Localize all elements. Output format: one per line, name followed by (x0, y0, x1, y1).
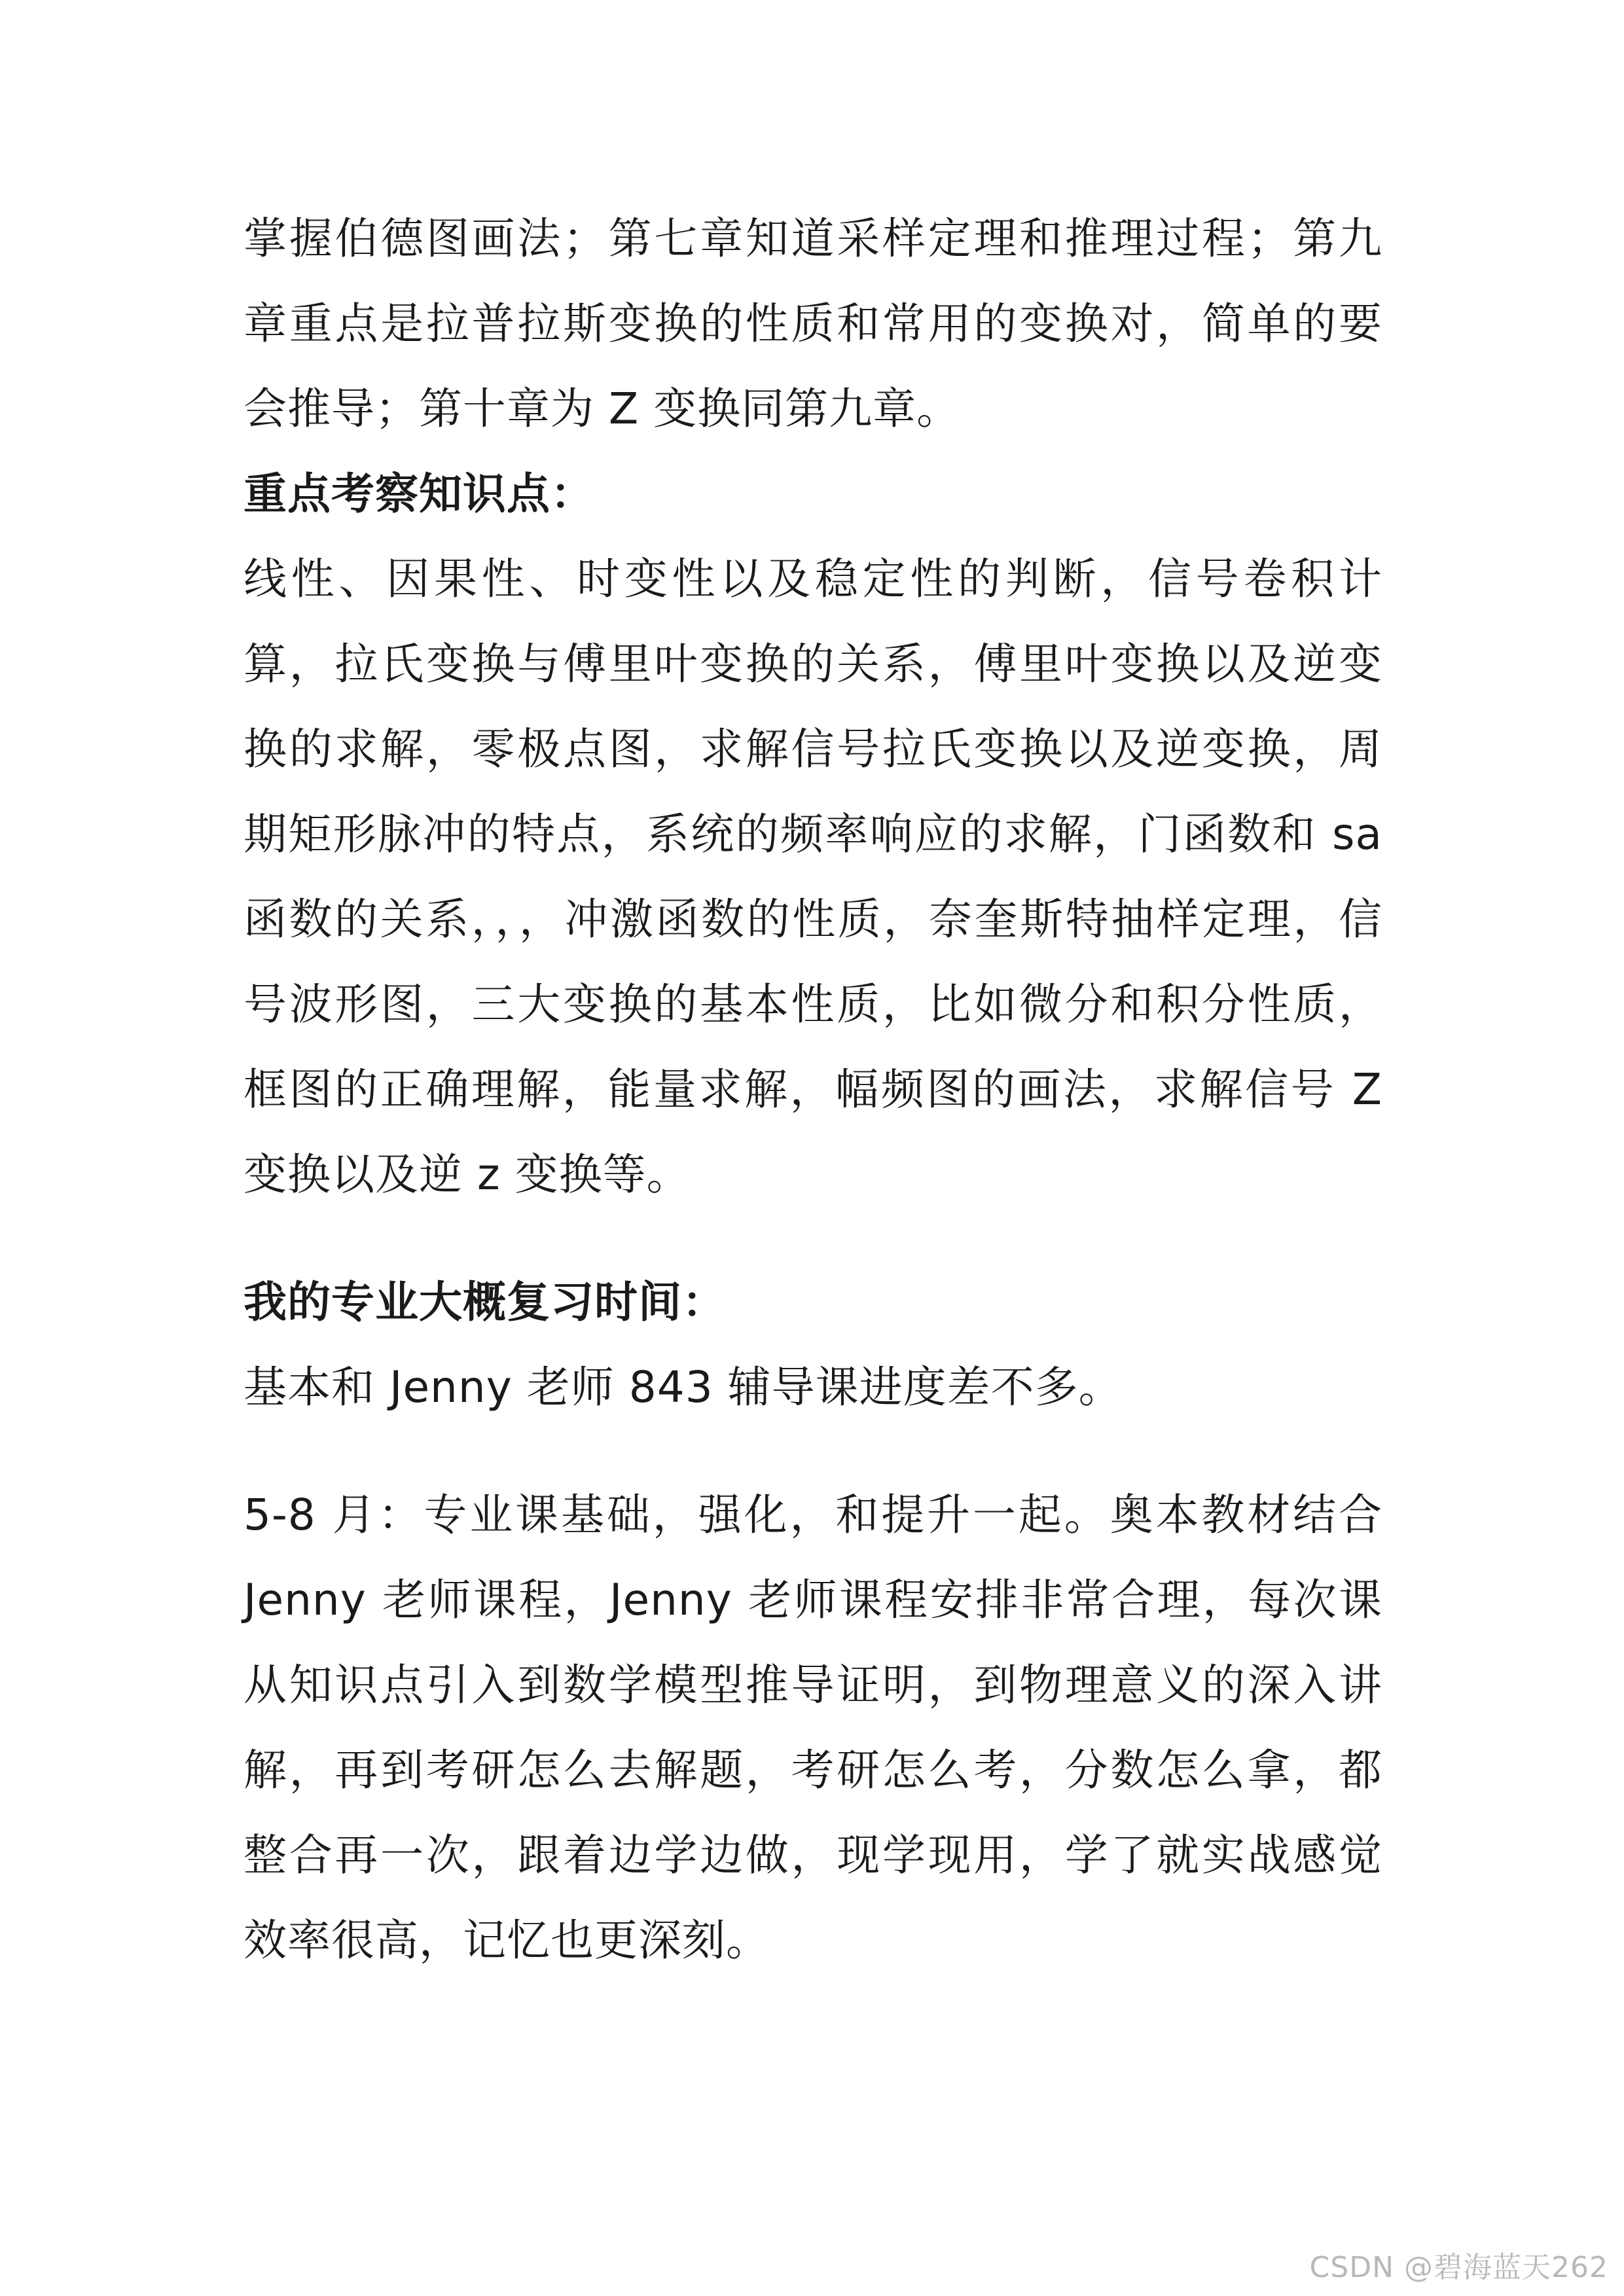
review-time-heading: 我的专业大概复习时间： (244, 1277, 726, 1327)
csdn-watermark: CSDN @碧海蓝天262 (1309, 2251, 1608, 2284)
paragraph-gap (244, 1430, 1382, 1473)
review-time-paragraph: 基本和 Jenny 老师 843 辅导课进度差不多。 (244, 1362, 1123, 1412)
key-points-paragraph: 线性、因果性、时变性以及稳定性的判断，信号卷积计算，拉氏变换与傅里叶变换的关系，傅里叶变换以及逆变换的求解，零极点图，求解信号拉氏变换以及逆变换，周期矩形脉冲的特点，系统的频率响应的求解，门函数和 sa 函数的关系，，，冲激函数的性质，奈奎斯特抽样定理，信号波形图，三大变换的基本性质，比如微分和积分性质，框图的正确理解，能量求解，幅频图的画法，求解信号 Z 变换以及逆 z 变换等。 (244, 554, 1382, 1200)
intro-paragraph: 掌握伯德图画法；第七章知道采样定理和推理过程；第九章重点是拉普拉斯变换的性质和常用的变换对，简单的要会推导；第十章为 Z 变换同第九章。 (244, 213, 1382, 434)
document-body (244, 196, 1382, 1983)
key-points-heading: 重点考察知识点： (244, 469, 594, 519)
paragraph-gap (244, 1217, 1382, 1260)
schedule-paragraph: 5-8 月：专业课基础，强化，和提升一起。奥本教材结合 Jenny 老师课程，Jenny 老师课程安排非常合理，每次课从知识点引入到数学模型推导证明，到物理意义的深入讲解，再到考研怎么去解题，考研怎么考，分数怎么拿，都整合再一次，跟着边学边做，现学现用，学了就实战感觉效率很高，记忆也更深刻。 (244, 1490, 1382, 1965)
